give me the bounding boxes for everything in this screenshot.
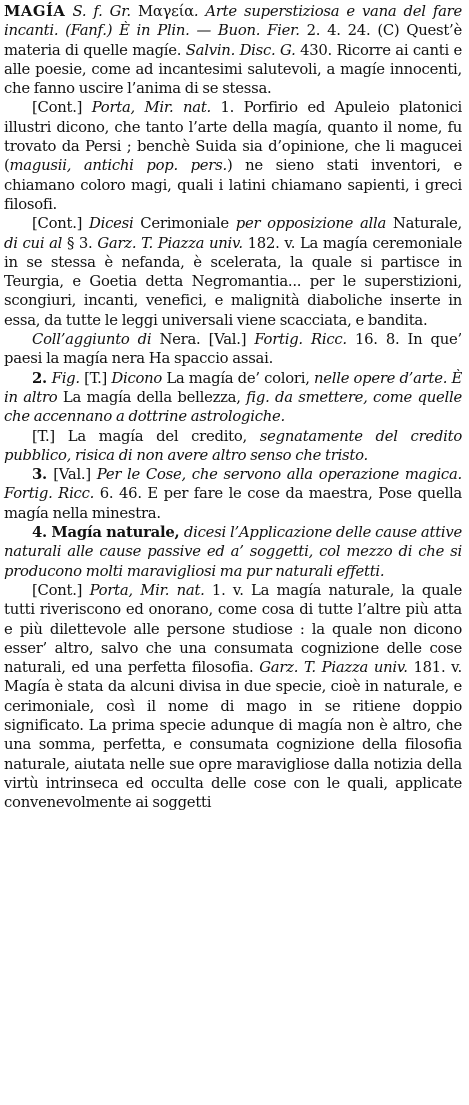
source-tag: [T.] [79,369,112,387]
citation-source: Garz. T. Piazza univ. [97,234,243,252]
section-reference: § 3. [62,234,98,252]
subentry-term: 4. Magía naturale, [32,524,184,542]
source-tag: [Val.] [53,466,97,484]
sense-paragraph [4,465,462,523]
definition-text: . Arte superstiziosa e vana del fare incanti. (Fanf.) È in Plin. — Buon. Fier. [4,3,462,40]
citation-source: Porta, Mir. nat. [91,99,211,117]
quotation-text: ) ne sieno stati inventori, e chiamano coloro magi, quali i latini chiamano sapienti, i greci filosofi. [4,157,462,213]
example-text: [T.] La magía del credito, [32,427,260,445]
citation-source: Porta, Mir. nat. [89,581,205,599]
usage-term: Naturale, [386,215,462,233]
citation-reference: 2. 4. 24. [306,22,371,40]
quotation-text: 1. Porfirio ed Apuleio platonici illustri dicono, che tanto l’arte della magía, quanto il nome, fu trovato da Persi ; benchè Suida sia d’opinione, che li magucei ( [4,99,462,175]
citation-source: Salvin. Disc. G. [185,41,296,59]
usage-note: Dicono [111,369,163,387]
quotation-text: 182. v. La magía ceremoniale in se stessa è nefanda, è scelerata, la quale si partisce in Teurgia, e Goetia detta Negromantia... per le superstizioni, scongiuri, incanti, venefici, e malignità diaboliche inserte in essa, da tutte le leggi universali viene scacciata, e bandita. [4,234,462,329]
dictionary-entry [4,2,462,812]
quotation-text: 181. v. Magía è stata da alcuni divisa in due specie, cioè in naturale, e cerimoniale, così il nome di mago in se ritiene doppio significato. La prima specie adunque di magía non è altro, che una somma, perfetta, e consumata cognizione della filosofia naturale, aiutata nelle sue opre maravigliose dalla notizia della virtù intrinseca ed occulta delle cose con le quali, applicate convenevolmente ai soggetti [4,659,462,812]
citation-paragraph [4,581,462,813]
quotation-text: 1. v. La magía naturale, la quale tutti riveriscono ed onorano, come cosa di tutte l’altre più atta e più dilettevole alle persone studiose : la quale non dicono esser’ altro, salvo che una consumata cognizione delle cose naturali, ed una perfetta filosofia. [4,581,462,677]
citation-paragraph [4,214,462,330]
usage-note: di cui al [4,234,63,252]
usage-term: Nera. [Val.] [151,331,255,349]
sense-paragraph [4,523,462,581]
example-text: La magía della bellezza, [57,388,247,406]
sense-number: 3. [32,466,54,484]
usage-note: Fig. [51,369,80,387]
citation-source: Fortig. Ricc. [254,331,347,349]
citation-paragraph [4,330,462,369]
definition-text: dicesi l’Applicazione delle cause attive naturali alle cause passive ed a’ soggetti, col mezzo di che si producono molti maravigliosi ma pur naturali effetti. [4,524,462,580]
citation-source: Garz. T. Piazza univ. [259,659,408,677]
grammar-abbreviation: S. f. Gr. [65,3,138,20]
usage-note: nelle opere d’arte. È in altro [4,369,462,406]
entry-definition-paragraph [4,2,462,98]
sense-paragraph [4,427,462,466]
sense-number: 2. [32,369,52,387]
sense-paragraph [4,369,462,427]
greek-etymology: Μαγεία [137,3,194,20]
source-tag: [Cont.] [32,99,92,117]
quotation-text: (C) Quest’è materia di quelle magíe. [4,22,462,59]
example-text: La magía de’ colori, [162,369,314,387]
definition-text: Per le Cose, che servono alla operazione magica. Fortig. Ricc. [4,466,462,503]
quotation-text: 16. 8. In que’ paesi la magía nera Ha spaccio assai. [4,331,462,368]
usage-term: Cerimoniale [133,215,236,233]
usage-note: Coll’aggiunto di [32,331,152,349]
quotation-text: 6. 46. E per fare le cose da maestra, Pose quella magía nella minestra. [4,485,462,522]
quotation-text: 430. Ricorre ai canti e alle poesie, come ad incantesimi salutevoli, a magíe innocenti, che fanno uscire l’anima di se stessa. [4,41,462,98]
source-tag: [Cont.] [32,215,90,233]
source-tag: [Cont.] [32,581,90,599]
gloss-text: magusii, antichi pop. pers. [9,157,227,175]
citation-paragraph [4,98,462,214]
usage-note: per opposizione alla [235,215,387,233]
headword: MAGÍA [4,3,66,20]
usage-note: segnatamente del credito pubblico, risica di non avere altro senso che tristo. [4,427,462,464]
usage-note: fig. da smettere, come quelle che accennano a dottrine astrologiche. [4,388,462,426]
usage-note: Dicesi [89,215,134,233]
